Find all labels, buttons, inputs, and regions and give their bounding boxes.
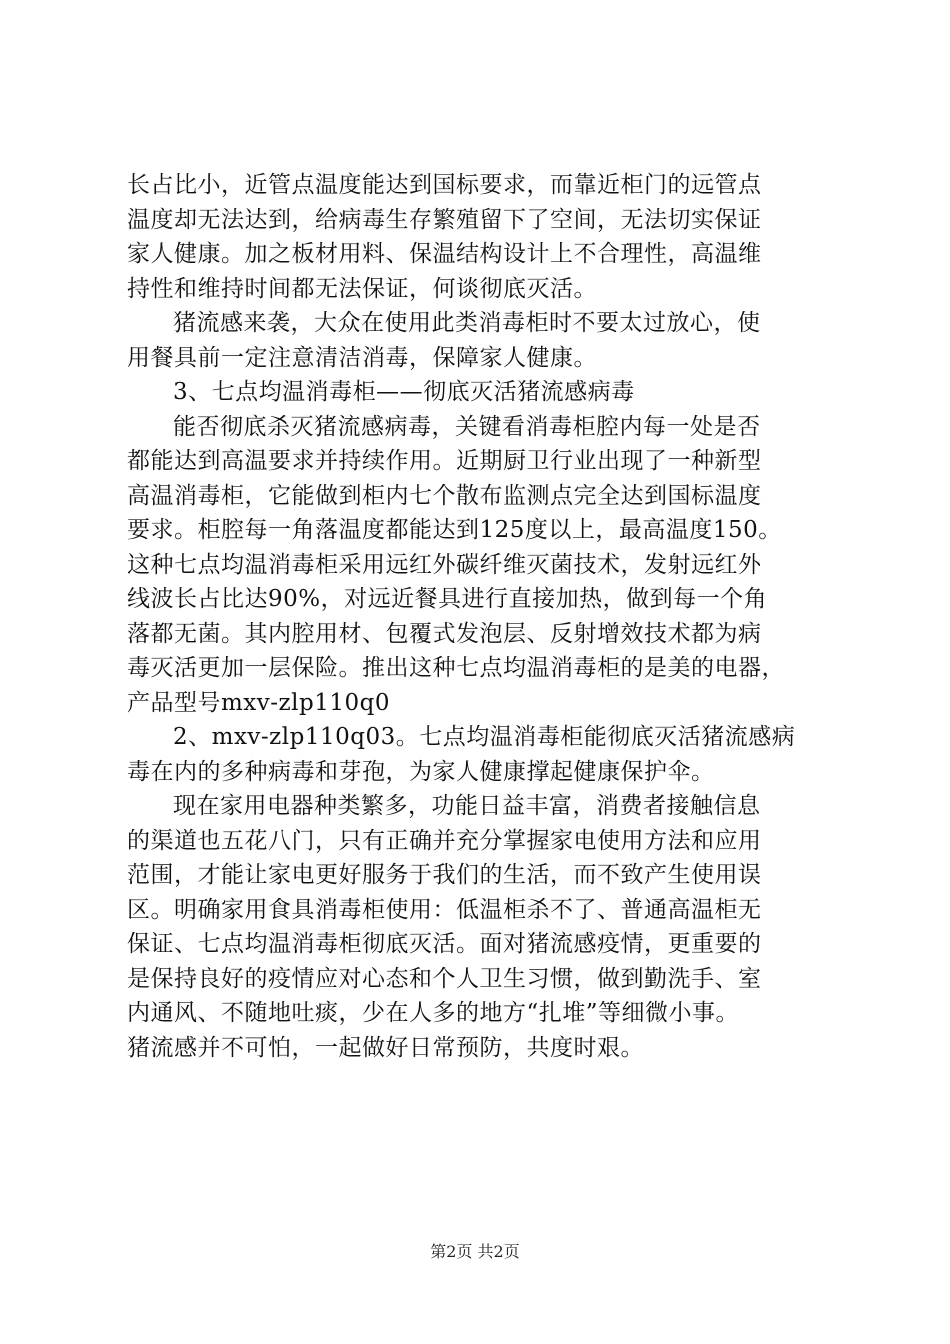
text-line: 保证、七点均温消毒柜彻底灭活。面对猪流感疫情，更重要的 <box>127 931 762 957</box>
text-line: 用餐具前一定注意清洁消毒，保障家人健康。 <box>127 344 597 371</box>
text-line: 高温消毒柜，它能做到柜内七个散布监测点完全达到国标温度 <box>127 482 762 509</box>
text-line: 这种七点均温消毒柜采用远红外碳纤维灭菌技术，发射远红外 <box>127 551 762 578</box>
text-line: 持性和维持时间都无法保证，何谈彻底灭活。 <box>127 275 597 302</box>
text-line: 毒灭活更加一层保险。推出这种七点均温消毒柜的是美的电器， <box>127 655 785 681</box>
page-number-footer: 第2页 共2页 <box>430 1242 520 1261</box>
text-line: 落都无菌。其内腔用材、包覆式发泡层、反射增效技术都为病 <box>127 620 762 647</box>
text-line: 家人健康。加之板材用料、保温结构设计上不合理性，高温维 <box>127 241 762 267</box>
text-line: 是保持良好的疫情应对心态和个人卫生习惯，做到勤洗手、室 <box>127 965 762 992</box>
document-body <box>127 168 837 1065</box>
text-line: 范围，才能让家电更好服务于我们的生活，而不致产生使用误 <box>127 862 762 888</box>
text-line: 都能达到高温要求并持续作用。近期厨卫行业出现了一种新型 <box>127 448 762 474</box>
text-line: 温度却无法达到，给病毒生存繁殖留下了空间，无法切实保证 <box>127 206 762 233</box>
text-line: 区。明确家用食具消毒柜使用：低温柜杀不了、普通高温柜无 <box>127 896 762 923</box>
text-line: 线波长占比达90%，对远近餐具进行直接加热，做到每一个角 <box>127 586 768 612</box>
section-heading: 3、七点均温消毒柜——彻底灭活猪流感病毒 <box>173 379 635 405</box>
text-line: 产品型号mxv-zlp110q0 <box>127 689 390 716</box>
text-line: 内通风、不随地吐痰，少在人多的地方“扎堆”等细微小事。 <box>127 1000 740 1026</box>
text-line: 猪流感并不可怕，一起做好日常预防，共度时艰。 <box>127 1034 644 1061</box>
text-line: 毒在内的多种病毒和芽孢，为家人健康撑起健康保护伞。 <box>127 758 715 785</box>
text-line: 猪流感来袭，大众在使用此类消毒柜时不要太过放心，使 <box>173 310 761 336</box>
text-line: 要求。柜腔每一角落温度都能达到125度以上，最高温度150。 <box>127 517 782 543</box>
text-line: 能否彻底杀灭猪流感病毒，关键看消毒柜腔内每一处是否 <box>173 413 761 440</box>
text-line: 现在家用电器种类繁多，功能日益丰富，消费者接触信息 <box>173 793 761 819</box>
text-line: 的渠道也五花八门，只有正确并充分掌握家电使用方法和应用 <box>127 827 762 854</box>
text-line: 2、mxv-zlp110q03。七点均温消毒柜能彻底灭活猪流感病 <box>173 724 796 750</box>
text-line: 长占比小，近管点温度能达到国标要求，而靠近柜门的远管点 <box>127 172 762 198</box>
